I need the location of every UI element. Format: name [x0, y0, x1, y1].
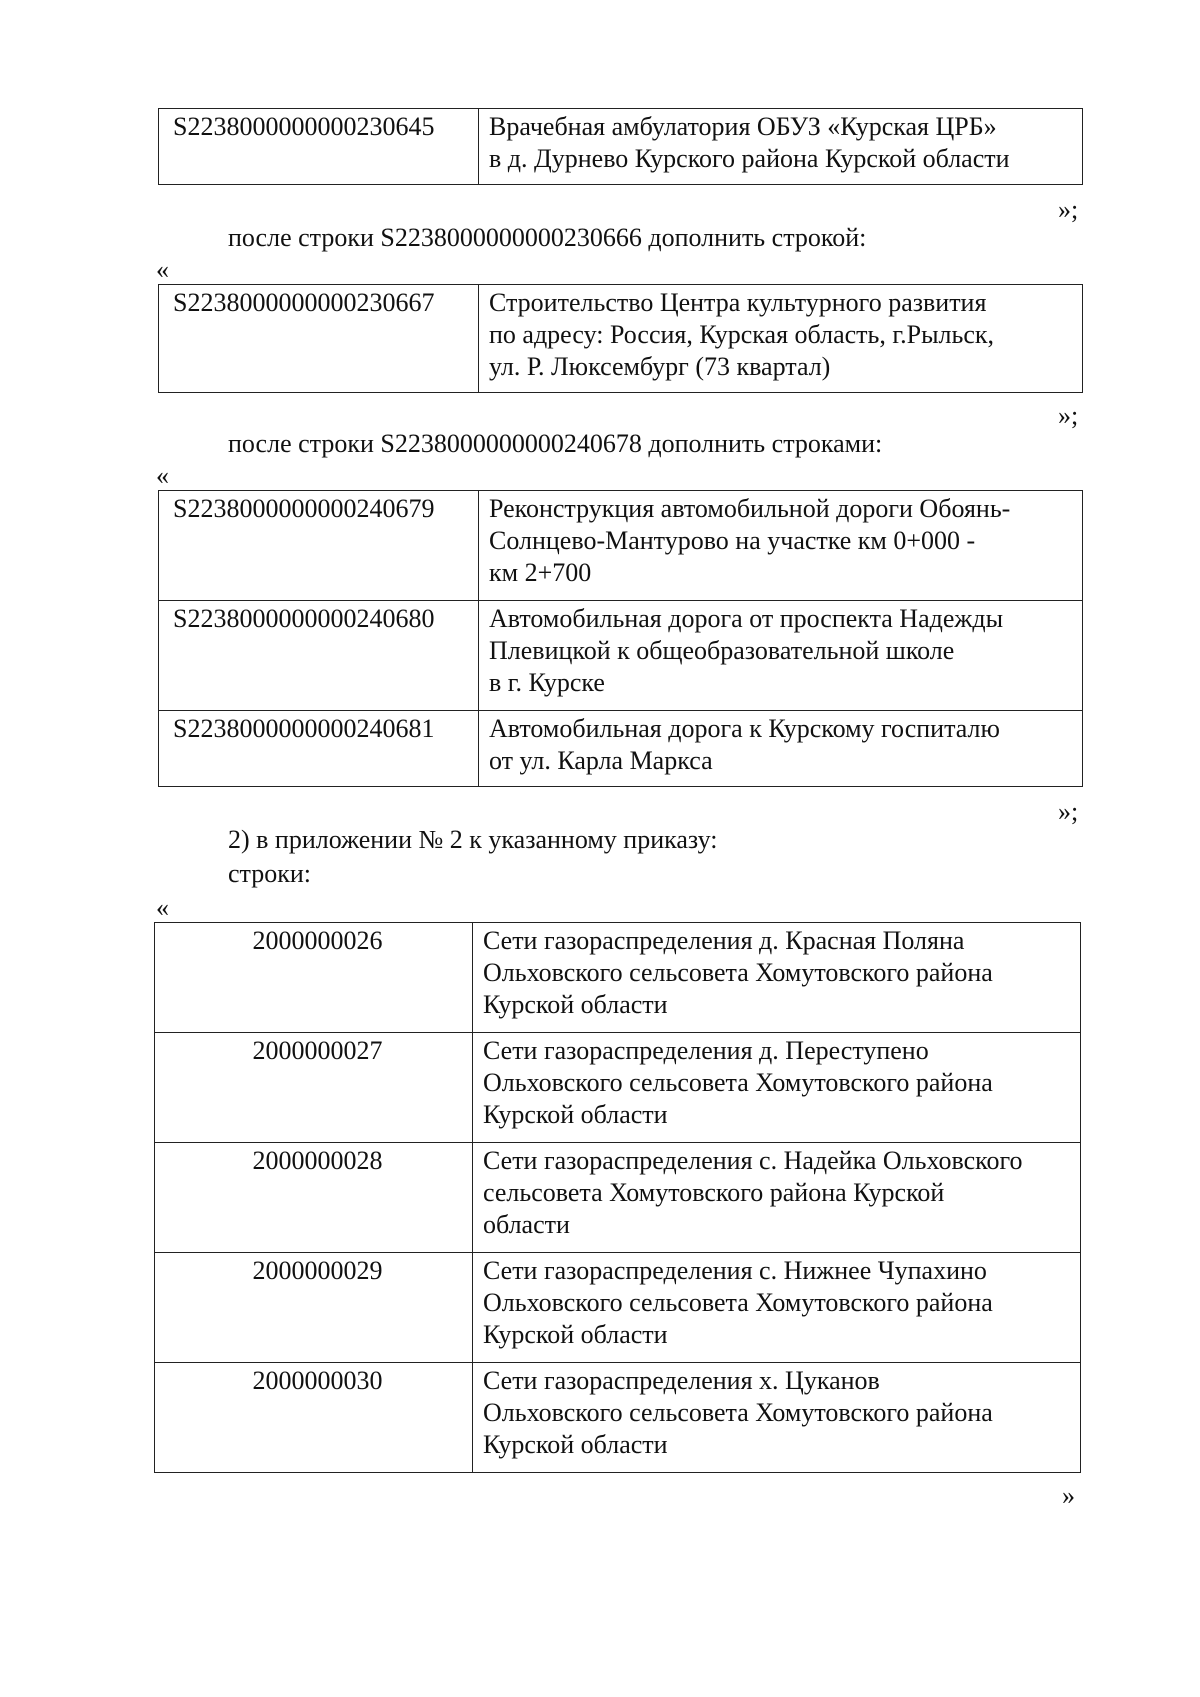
- row-code: S2238000000000230645: [159, 109, 479, 185]
- row-description: Автомобильная дорога от проспекта Надежды Плевицкой к общеобразовательной школе в г. Курске: [479, 601, 1083, 711]
- row-code: S2238000000000240679: [159, 491, 479, 601]
- row-code: 2000000026: [155, 923, 473, 1033]
- row-description: Строительство Центра культурного развития по адресу: Россия, Курская область, г.Рыльск, ул. Р. Люксембург (73 квартал): [479, 285, 1083, 393]
- table-row: [159, 109, 1083, 185]
- closing-quote-3: »;: [1058, 797, 1079, 826]
- row-description: Врачебная амбулатория ОБУЗ «Курская ЦРБ» в д. Дурнево Курского района Курской области: [479, 109, 1083, 185]
- row-description: Сети газораспределения с. Нижнее Чупахино Ольховского сельсовета Хомутовского района Курской области: [473, 1253, 1081, 1363]
- instruction-1: после строки S2238000000000230666 дополнить строкой:: [228, 223, 867, 252]
- row-code: S2238000000000230667: [159, 285, 479, 393]
- row-description: Сети газораспределения д. Красная Поляна Ольховского сельсовета Хомутовского района Курской области: [473, 923, 1081, 1033]
- row-description: Автомобильная дорога к Курскому госпиталю от ул. Карла Маркса: [479, 711, 1083, 787]
- row-description: Сети газораспределения х. Цуканов Ольховского сельсовета Хомутовского района Курской области: [473, 1363, 1081, 1473]
- closing-quote-2: »;: [1058, 401, 1079, 430]
- row-description: Реконструкция автомобильной дороги Обоянь- Солнцево-Мантурово на участке км 0+000 - км 2+700: [479, 491, 1083, 601]
- row-code: 2000000030: [155, 1363, 473, 1473]
- row-code: S2238000000000240680: [159, 601, 479, 711]
- table-row: [155, 1033, 1081, 1143]
- closing-quote-4: »: [1062, 1481, 1075, 1510]
- table-row: [159, 285, 1083, 393]
- section-2-heading: 2) в приложении № 2 к указанному приказу:: [228, 825, 718, 854]
- row-description: Сети газораспределения д. Переступено Ольховского сельсовета Хомутовского района Курской области: [473, 1033, 1081, 1143]
- table-row: [159, 711, 1083, 787]
- table-row: [155, 1363, 1081, 1473]
- row-code: 2000000029: [155, 1253, 473, 1363]
- closing-quote-1: »;: [1058, 195, 1079, 224]
- row-code: S2238000000000240681: [159, 711, 479, 787]
- table-row: [159, 601, 1083, 711]
- opening-quote-4: «: [156, 893, 169, 922]
- table-4: [154, 922, 1081, 1473]
- table-1: [158, 108, 1083, 185]
- table-3: [158, 490, 1083, 787]
- row-code: 2000000027: [155, 1033, 473, 1143]
- table-row: [155, 923, 1081, 1033]
- opening-quote-3: «: [156, 461, 169, 490]
- table-row: [159, 491, 1083, 601]
- table-2: [158, 284, 1083, 393]
- table-row: [155, 1143, 1081, 1253]
- row-code: 2000000028: [155, 1143, 473, 1253]
- row-description: Сети газораспределения с. Надейка Ольховского сельсовета Хомутовского района Курской области: [473, 1143, 1081, 1253]
- instruction-2: после строки S2238000000000240678 дополнить строками:: [228, 429, 883, 458]
- table-row: [155, 1253, 1081, 1363]
- section-2-subheading: строки:: [228, 859, 311, 888]
- opening-quote-2: «: [156, 255, 169, 284]
